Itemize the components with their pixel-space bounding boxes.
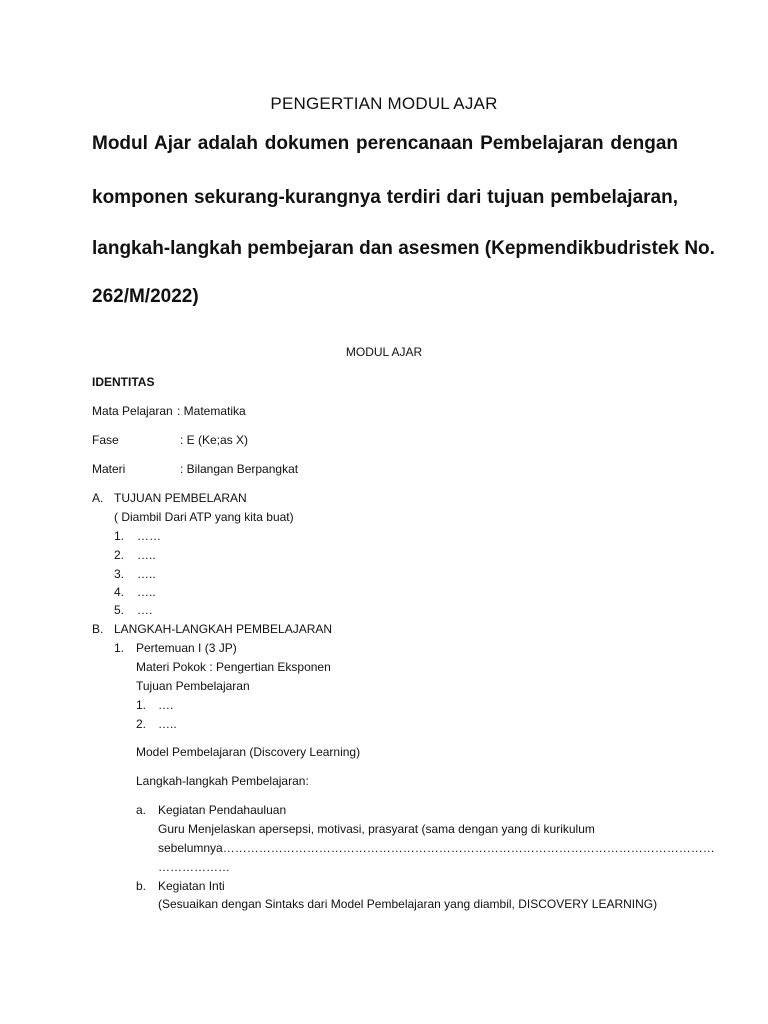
section-a-title: TUJUAN PEMBELARAN [114,491,247,505]
goal-item-text: …… [137,529,161,543]
identity-label-material: Materi [92,462,126,476]
tujuan-label: Tujuan Pembelajaran [136,679,250,693]
section-b-title: LANGKAH-LANGKAH PEMBELAJARAN [114,622,333,636]
materi-pokok: Materi Pokok : Pengertian Eksponen [136,660,331,674]
sub-a-title: Kegiatan Pendahauluan [158,803,287,817]
meeting-number: 1. [114,641,125,655]
section-a-marker: A. [92,491,104,505]
goal-item-text: …. [137,603,153,617]
page-title: PENGERTIAN MODUL AJAR [270,94,498,113]
goal-item-number: 4. [114,585,125,599]
goal-item-number: 2. [114,548,125,562]
goal-item-number: 5. [114,603,125,617]
sub-a-text-line-3: ……………… [158,860,230,874]
goal-item-text: ….. [137,567,156,581]
identity-value-phase: : E (Ke;as X) [180,433,249,447]
sub-a-marker: a. [136,803,147,817]
section-a-note: ( Diambil Dari ATP yang kita buat) [114,510,294,524]
identity-label-subject: Mata Pelajaran [92,404,173,418]
sub-a-text-line-2: sebelumnya…………………………………………………………………………………………………………… [158,841,715,855]
learning-model: Model Pembelajaran (Discovery Learning) [136,745,361,759]
goal-item-text: ….. [137,585,156,599]
identity-value-subject: : Matematika [177,404,246,418]
goal-item-number: 3. [114,567,125,581]
definition-line-3: langkah-langkah pembejaran dan asesmen (Kepmendikbudristek No. [92,238,715,259]
section-b-marker: B. [92,622,104,636]
tujuan-item-number: 1. [136,698,147,712]
definition-line-1: Modul Ajar adalah dokumen perencanaan Pembelajaran dengan [92,133,678,154]
identity-label-phase: Fase [92,433,119,447]
tujuan-item-text: …. [158,698,174,712]
sub-b-title: Kegiatan Inti [158,879,225,893]
sub-b-text-line-1: (Sesuaikan dengan Sintaks dari Model Pembelajaran yang diambil, DISCOVERY LEARNING) [158,897,658,911]
identity-value-material: : Bilangan Berpangkat [180,462,299,476]
sub-b-marker: b. [136,879,147,893]
identity-heading: IDENTITAS [92,375,155,389]
steps-label: Langkah-langkah Pembelajaran: [136,774,309,788]
tujuan-item-text: ….. [158,717,177,731]
sub-a-text-line-1: Guru Menjelaskan apersepsi, motivasi, prasyarat (sama dengan yang di kurikulum [158,822,595,836]
definition-line-2: komponen sekurang-kurangnya terdiri dari tujuan pembelajaran, [92,187,678,208]
goal-item-number: 1. [114,529,125,543]
meeting-title: Pertemuan I (3 JP) [136,641,237,655]
tujuan-item-number: 2. [136,717,147,731]
definition-line-4: 262/M/2022) [92,286,199,307]
goal-item-text: ….. [137,548,156,562]
module-title: MODUL AJAR [345,345,423,359]
